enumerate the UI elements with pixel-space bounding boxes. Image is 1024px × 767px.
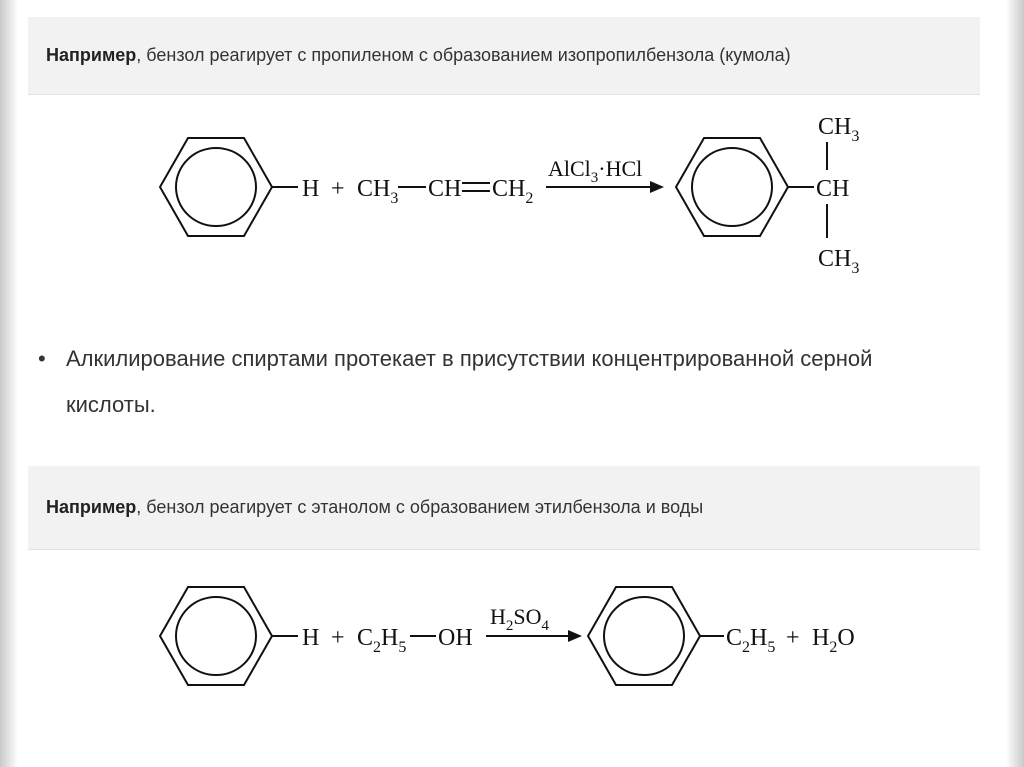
bullet-line-1: Алкилирование спиртами протекает в присутствии концентрированной серной	[66, 346, 873, 371]
alkylation-bullet	[38, 336, 968, 428]
example-1-text: , бензол реагирует с пропиленом с образованием изопропилбензола (кумола)	[136, 45, 791, 65]
hydrogen-label: H	[302, 625, 320, 651]
example-2-label: Например	[46, 497, 137, 517]
benzene-ring-reactant-2	[160, 587, 272, 685]
ch-group: CH	[428, 176, 462, 202]
plus-sign: +	[331, 625, 345, 651]
example-2-box	[28, 466, 980, 550]
catalyst-alcl3-hcl: AlCl$_3$·HCl	[548, 156, 643, 186]
ch3-top-group: $CH_3$	[818, 114, 860, 145]
ethyl-group: $C_2H_5$	[726, 625, 776, 656]
reaction-arrow-1	[546, 181, 664, 193]
hydrogen-label: H	[302, 176, 320, 202]
water-molecule: $H_2O$	[812, 625, 855, 656]
benzene-ring-product-1	[676, 138, 788, 236]
benzene-ring-reactant-1	[160, 138, 272, 236]
plus-sign: +	[331, 176, 345, 202]
c2h5-group: $C_2H_5$	[357, 625, 407, 656]
bullet-line-2: кислоты.	[66, 392, 156, 417]
catalyst-h2so4: $H_2SO_4$	[490, 604, 550, 634]
bullet-marker: •	[38, 346, 46, 371]
example-1-label: Например	[46, 45, 137, 65]
example-1-box	[28, 17, 980, 95]
ch3-group: $CH_3$	[357, 176, 399, 207]
ch-center-group: CH	[816, 176, 850, 202]
plus-sign-product: +	[786, 625, 800, 651]
benzene-ring-product-2	[588, 587, 700, 685]
ch3-bottom-group: $CH_3$	[818, 246, 860, 277]
reaction-2-equation	[0, 560, 1024, 710]
ch2-group: $CH_2$	[492, 176, 534, 207]
reaction-1-equation	[0, 96, 1024, 286]
example-2-text: , бензол реагирует с этанолом с образованием этилбензола и воды	[136, 497, 704, 517]
reaction-arrow-2	[486, 630, 582, 642]
hydroxyl-group: OH	[438, 625, 473, 651]
